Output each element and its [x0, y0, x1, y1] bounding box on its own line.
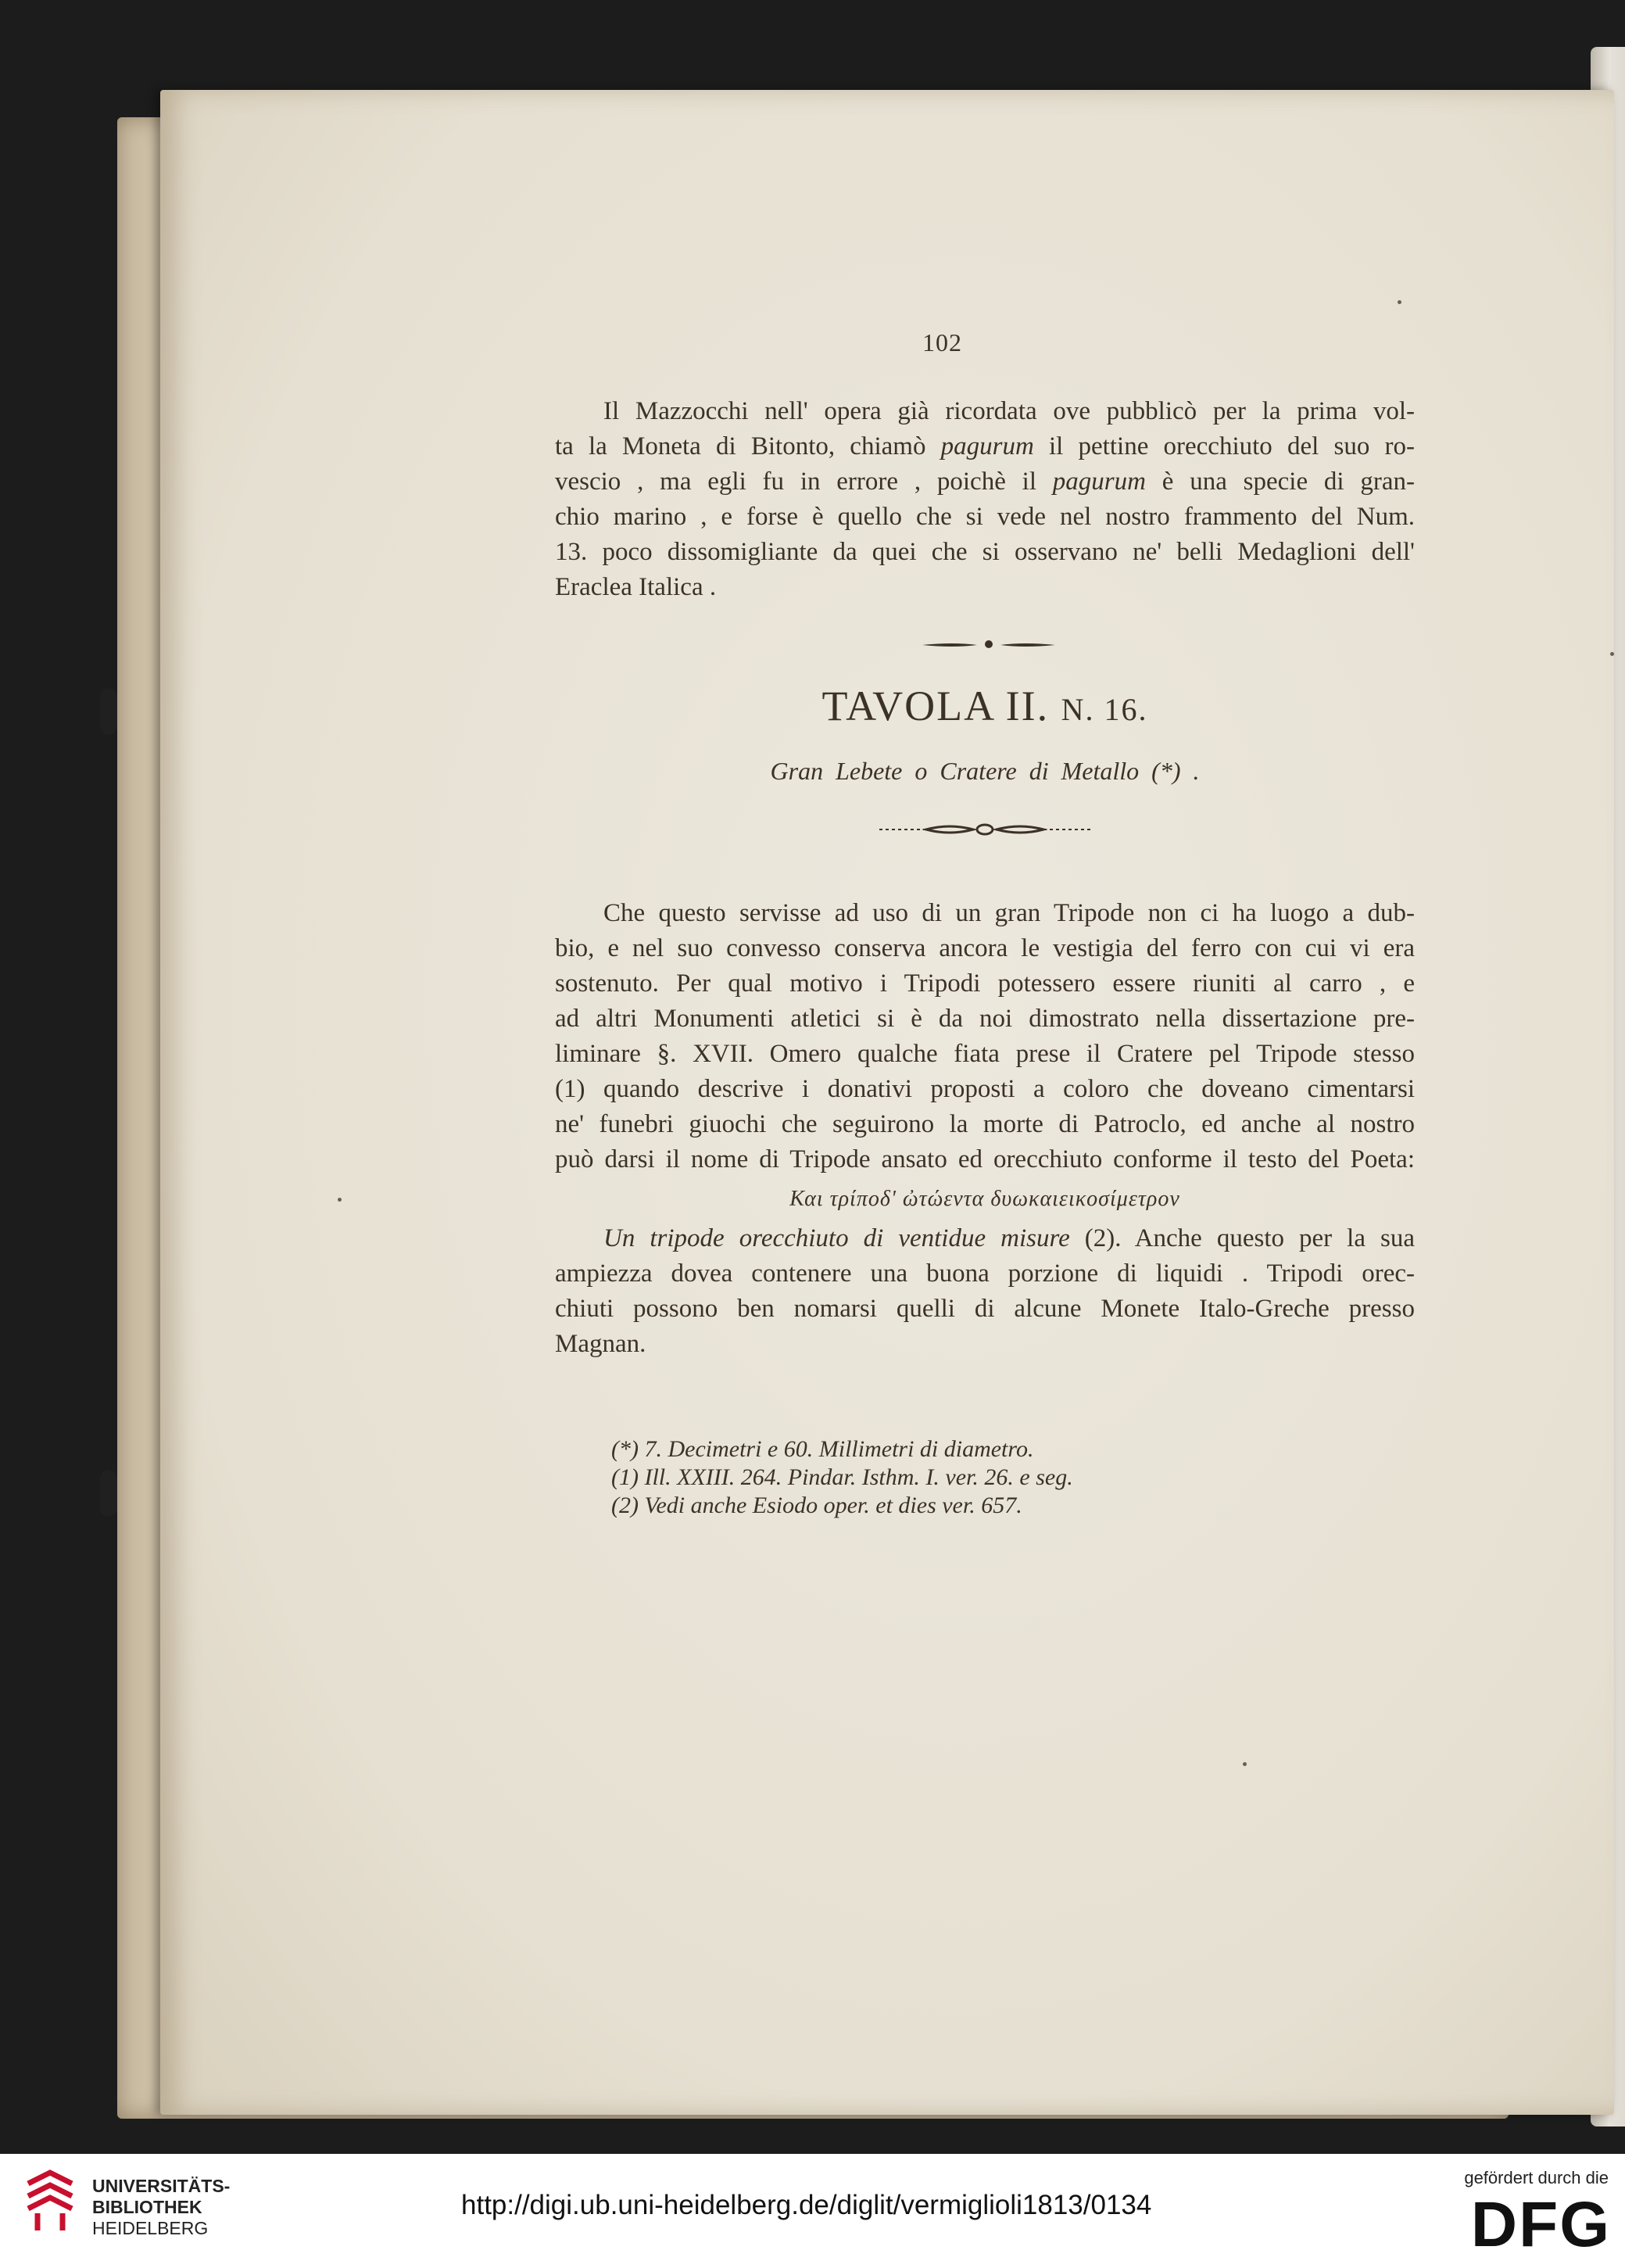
plate-title-main: TAVOLA II.	[821, 683, 1050, 729]
text-line: ta la Moneta di Bitonto, chiamò pagurum il pettine orecchiuto del suo ro-	[555, 432, 1415, 460]
text-line: sostenuto. Per qual motivo i Tripodi potessero essere riuniti al carro , e	[555, 969, 1415, 998]
greek-verse: Και τρίποδ' ὠτώεντα δυωκαιεικοσίμετρον	[789, 1187, 1180, 1211]
text-line: bio, e nel suo convesso conserva ancora le vestigia del ferro con cui vi era	[555, 934, 1415, 962]
footnote: (2) Vedi anche Esiodo oper. et dies ver. 657.	[611, 1492, 1022, 1518]
library-name-line: UNIVERSITÄTS-	[92, 2176, 231, 2196]
binding-hole	[100, 1470, 117, 1517]
text-line: Che questo servisse ad uso di un gran Tripode non ci ha luogo a dub-	[603, 899, 1415, 927]
library-name-line: BIBLIOTHEK	[92, 2197, 202, 2217]
plate-title	[516, 682, 1454, 730]
library-name[interactable]	[92, 2176, 230, 2239]
page-number: 102	[922, 328, 962, 357]
plate-subtitle: Gran Lebete o Cratere di Metallo (*) .	[770, 757, 1200, 785]
paper-speck	[1243, 1762, 1247, 1766]
paper-speck	[1610, 652, 1614, 656]
library-name-line: HEIDELBERG	[92, 2218, 209, 2238]
dfg-logo[interactable]: DFG	[1470, 2189, 1611, 2260]
text-line: (1) quando descrive i donativi proposti a coloro che doveano cimentarsi	[555, 1075, 1415, 1103]
text-line: Eraclea Italica .	[555, 573, 717, 601]
text-line: può darsi il nome di Tripode ansato ed orecchiuto conforme il testo del Poeta:	[555, 1145, 1415, 1173]
ornament-divider	[922, 637, 1055, 653]
funded-by-label: gefördert durch die	[1464, 2168, 1609, 2187]
intro-paragraph	[555, 394, 1415, 605]
text-line: chiuti possono ben nomarsi quelli di alcune Monete Italo-Greche presso	[555, 1295, 1415, 1323]
italic-word: pagurum	[1052, 468, 1146, 496]
text-line: ampiezza dovea contenere una buona porzione di liquidi . Tripodi orec-	[555, 1259, 1415, 1288]
plate-title-number: N. 16.	[1061, 692, 1148, 727]
text-line: 13. poco dissomigliante da quei che si osservano ne' belli Medaglioni dell'	[555, 538, 1415, 566]
text-line: Magnan.	[555, 1330, 646, 1358]
paper-speck	[338, 1198, 342, 1202]
text-line: liminare §. XVII. Omero qualche fiata prese il Cratere pel Tripode stesso	[555, 1040, 1415, 1068]
text-line: vescio , ma egli fu in errore , poichè il pagurum è una specie di gran-	[555, 468, 1415, 496]
text-fragment: (2). Anche questo per la sua	[1069, 1224, 1416, 1252]
ornament-flourish	[879, 821, 1090, 838]
text-line	[555, 1221, 1415, 1256]
footnotes	[611, 1435, 1393, 1520]
closing-paragraph	[555, 1221, 1415, 1362]
binding-hole	[100, 688, 117, 735]
footnote: (*) 7. Decimetri e 60. Millimetri di diametro.	[611, 1436, 1034, 1462]
paper-speck	[1398, 300, 1401, 304]
footnote: (1) Ill. XXIII. 264. Pindar. Isthm. I. ver. 26. e seg.	[611, 1464, 1073, 1490]
viewer-footer	[0, 2154, 1625, 2268]
text-line: Il Mazzocchi nell' opera già ricordata ove pubblicò per la prima vol-	[603, 397, 1415, 425]
library-logo-icon[interactable]	[17, 2168, 83, 2235]
main-paragraph	[555, 896, 1415, 1177]
text-line: chio marino , e forse è quello che si vede nel nostro frammento del Num.	[555, 503, 1415, 531]
italic-word: pagurum	[940, 432, 1034, 460]
text-line: ne' funebri giuochi che seguirono la morte di Patroclo, ed anche al nostro	[555, 1110, 1415, 1138]
italic-quote: Un tripode orecchiuto di ventidue misure	[603, 1224, 1070, 1252]
permalink-url[interactable]: http://digi.ub.uni-heidelberg.de/diglit/vermiglioli1813/0134	[461, 2190, 1152, 2220]
text-line: ad altri Monumenti atletici si è da noi dimostrato nella dissertazione pre-	[555, 1005, 1415, 1033]
